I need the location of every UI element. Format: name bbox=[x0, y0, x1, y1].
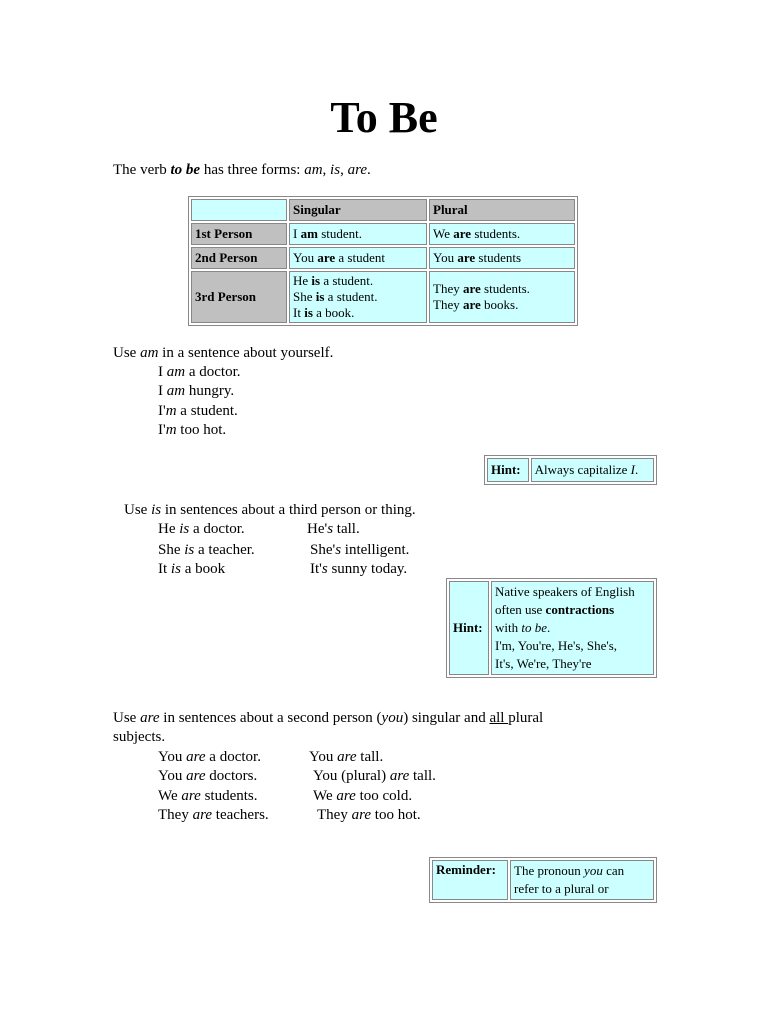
table-corner-cell bbox=[191, 199, 287, 221]
is-example: It is a book bbox=[158, 561, 226, 577]
hint-label: Hint: bbox=[449, 581, 489, 675]
singular-cell: I am student. bbox=[289, 223, 427, 245]
column-header-singular: Singular bbox=[289, 199, 427, 221]
table-row bbox=[191, 247, 575, 269]
is-example-contraction: He's tall. bbox=[307, 521, 360, 537]
row-label: 1st Person bbox=[191, 223, 287, 245]
table-header-row bbox=[191, 199, 575, 221]
conjugation-table bbox=[188, 196, 578, 326]
hint-label: Hint: bbox=[487, 458, 529, 482]
am-example: I am a doctor. bbox=[158, 364, 241, 380]
reminder-label: Reminder: bbox=[432, 860, 508, 900]
are-example-right: You (plural) are tall. bbox=[313, 768, 436, 784]
hint-text: Always capitalize I. bbox=[531, 458, 654, 482]
are-example-right: We are too cold. bbox=[313, 788, 413, 804]
plural-cell: You are students bbox=[429, 247, 575, 269]
are-example: You are doctors. bbox=[158, 768, 258, 784]
is-example: He is a doctor. bbox=[158, 521, 245, 537]
singular-cell: He is a student. She is a student. It is a book. bbox=[289, 271, 427, 323]
are-section-heading-cont: subjects. bbox=[113, 729, 166, 745]
hint-box-capitalize bbox=[484, 455, 657, 485]
is-example-contraction: She's intelligent. bbox=[310, 542, 410, 558]
hint-box-contractions bbox=[446, 578, 657, 678]
row-label: 3rd Person bbox=[191, 271, 287, 323]
are-example-right: They are too hot. bbox=[317, 807, 421, 823]
column-header-plural: Plural bbox=[429, 199, 575, 221]
are-example-right: You are tall. bbox=[309, 749, 384, 765]
is-section-heading: Use is in sentences about a third person or thing. bbox=[124, 502, 416, 518]
are-example: They are teachers. bbox=[158, 807, 269, 823]
reminder-box bbox=[429, 857, 657, 903]
table-row bbox=[191, 271, 575, 323]
am-example: I am hungry. bbox=[158, 383, 235, 399]
page-title: To Be bbox=[330, 93, 438, 142]
are-example: We are students. bbox=[158, 788, 258, 804]
table-row bbox=[191, 223, 575, 245]
am-example: I'm too hot. bbox=[158, 422, 227, 438]
intro-text: The verb to be has three forms: am, is, are. bbox=[113, 162, 371, 178]
am-section-heading: Use am in a sentence about yourself. bbox=[113, 345, 334, 361]
singular-cell: You are a student bbox=[289, 247, 427, 269]
hint-text: Native speakers of English often use contractions with to be. I'm, You're, He's, She's, It's, We're, They're bbox=[491, 581, 654, 675]
row-label: 2nd Person bbox=[191, 247, 287, 269]
is-example: She is a teacher. bbox=[158, 542, 255, 558]
reminder-text: The pronoun you can refer to a plural or bbox=[510, 860, 654, 900]
plural-cell: They are students. They are books. bbox=[429, 271, 575, 323]
am-example: I'm a student. bbox=[158, 403, 238, 419]
are-section-heading: Use are in sentences about a second person (you) singular and all plural bbox=[113, 710, 544, 726]
are-example: You are a doctor. bbox=[158, 749, 261, 765]
is-example-contraction: It's sunny today. bbox=[310, 561, 408, 577]
plural-cell: We are students. bbox=[429, 223, 575, 245]
